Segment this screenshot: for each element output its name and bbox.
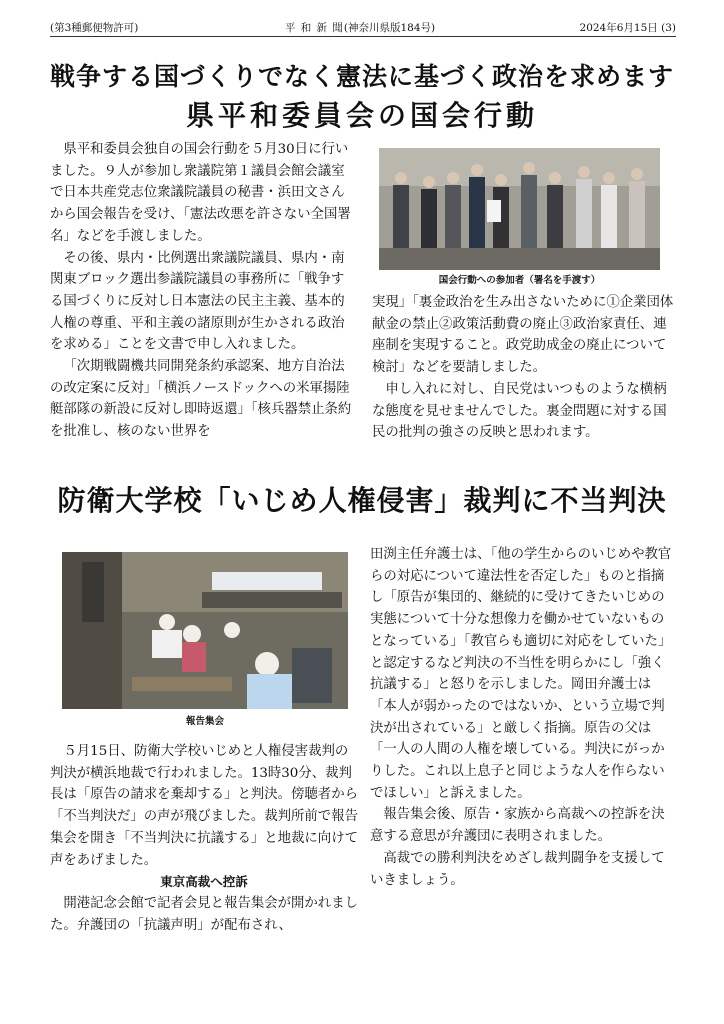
paragraph: 県平和委員会独自の国会行動を５月30日に行いました。９人が参加し衆議院第１議員会館会議室で日本共産党志位衆議院議員の秘書・浜田文さんから国会報告を受け、「憲法改悪を許さない全国署名」などを手渡しました。 — [50, 142, 351, 244]
article2-right-column — [370, 544, 676, 891]
paragraph: 開港記念会館で記者会見と報告集会が開かれました。弁護団の「抗議声明」が配布され、 — [50, 895, 358, 933]
article2-headline: 防衛大学校「いじめ人権侵害」裁判に不当判決 — [57, 484, 667, 517]
article1-photo-caption: 国会行動への参加者（署名を手渡す） — [438, 275, 601, 286]
paragraph: ５月15日、防衛大学校いじめと人権侵害裁判の判決が横浜地裁で行われました。13時30分、裁判長は「原告の請求を棄却する」と判決。傍聴者から「不当判決だ」の声が飛びました。裁判所前で報告集会を開き「不当判決に抗議する」と地裁に向けて声をあげました。 — [50, 744, 358, 868]
article2-left-column — [50, 741, 358, 936]
report-meeting-photo-image — [62, 552, 348, 709]
article2-photo — [62, 552, 348, 709]
subheading: 東京高裁へ控訴 — [160, 874, 248, 890]
article1-photo — [379, 148, 660, 270]
paragraph: 高裁での勝利判決をめざし裁判闘争を支援していきましょう。 — [370, 850, 665, 888]
paragraph: その後、県内・比例選出衆議院議員、県内・南関東ブロック選出参議院議員の事務所に「戦争する国づくりに反対し日本憲法の民主主義、基本的人権の尊重、平和主義の諸原則が生かされる政治を求める」ことを文書で申し入れました。 — [50, 250, 345, 353]
article2-photo-caption: 報告集会 — [185, 716, 224, 727]
header-rule — [50, 36, 676, 37]
paragraph: 「次期戦闘機共同開発条約承認案、地方自治法の改定案に反対」「横浜ノースドックへの米軍揚陸艇部隊の新設に反対し即時返還」「核兵器禁止条約を批准し、核のない世界を — [50, 359, 352, 440]
date-page: 2024年6月15日 (3) — [579, 22, 676, 34]
edition: (神奈川県版184号) — [343, 22, 436, 34]
article1-headline-line1: 戦争する国づくりでなく憲法に基づく政治を求めます — [49, 62, 674, 91]
paragraph: 報告集会後、原告・家族から高裁への控訴を決意する意思が弁護団に表明されました。 — [370, 807, 665, 845]
article1-left-column — [50, 139, 355, 443]
page-header — [50, 20, 676, 36]
participants-photo-image — [379, 148, 660, 270]
paragraph: 実現」「裏金政治を生み出さないために①企業団体献金の禁止②政策活動費の廃止③政治家責任、連座制を実現すること。政党助成金の廃止について検討」などを要請しました。 — [372, 295, 674, 376]
paragraph: 田渕主任弁護士は、「他の学生からのいじめや教官らの対応について違法性を否定した」ものと指摘し「原告が集団的、継続的に受けてきたいじめの実態について十分な想像力を働かせていないものとなっている」「教官らも適切に対応をしていた」と認定するなど判決の不当性を明らかにし「強く抗議する」と怒りを示しました。岡田弁護士は「本人が弱かったのではないか、という立場で判決が出されている」と厳しく指摘。原告の父は「一人の人間の人権を壊している。判決にがっかりした。これ以上息子と同じような人を作らないでほしい」と訴えました。 — [370, 547, 672, 801]
article1-headline-line2: 県平和委員会の国会行動 — [185, 99, 538, 132]
masthead — [260, 20, 460, 35]
article1-right-column — [372, 292, 676, 444]
paper-name: 平 和 新 聞 — [284, 22, 344, 34]
postal-permit: (第3種郵便物許可) — [50, 22, 139, 34]
paragraph: 申し入れに対し、自民党はいつものような横柄な態度を見せませんでした。裏金問題に対する国民の批判の強さの反映と思われます。 — [372, 381, 667, 441]
